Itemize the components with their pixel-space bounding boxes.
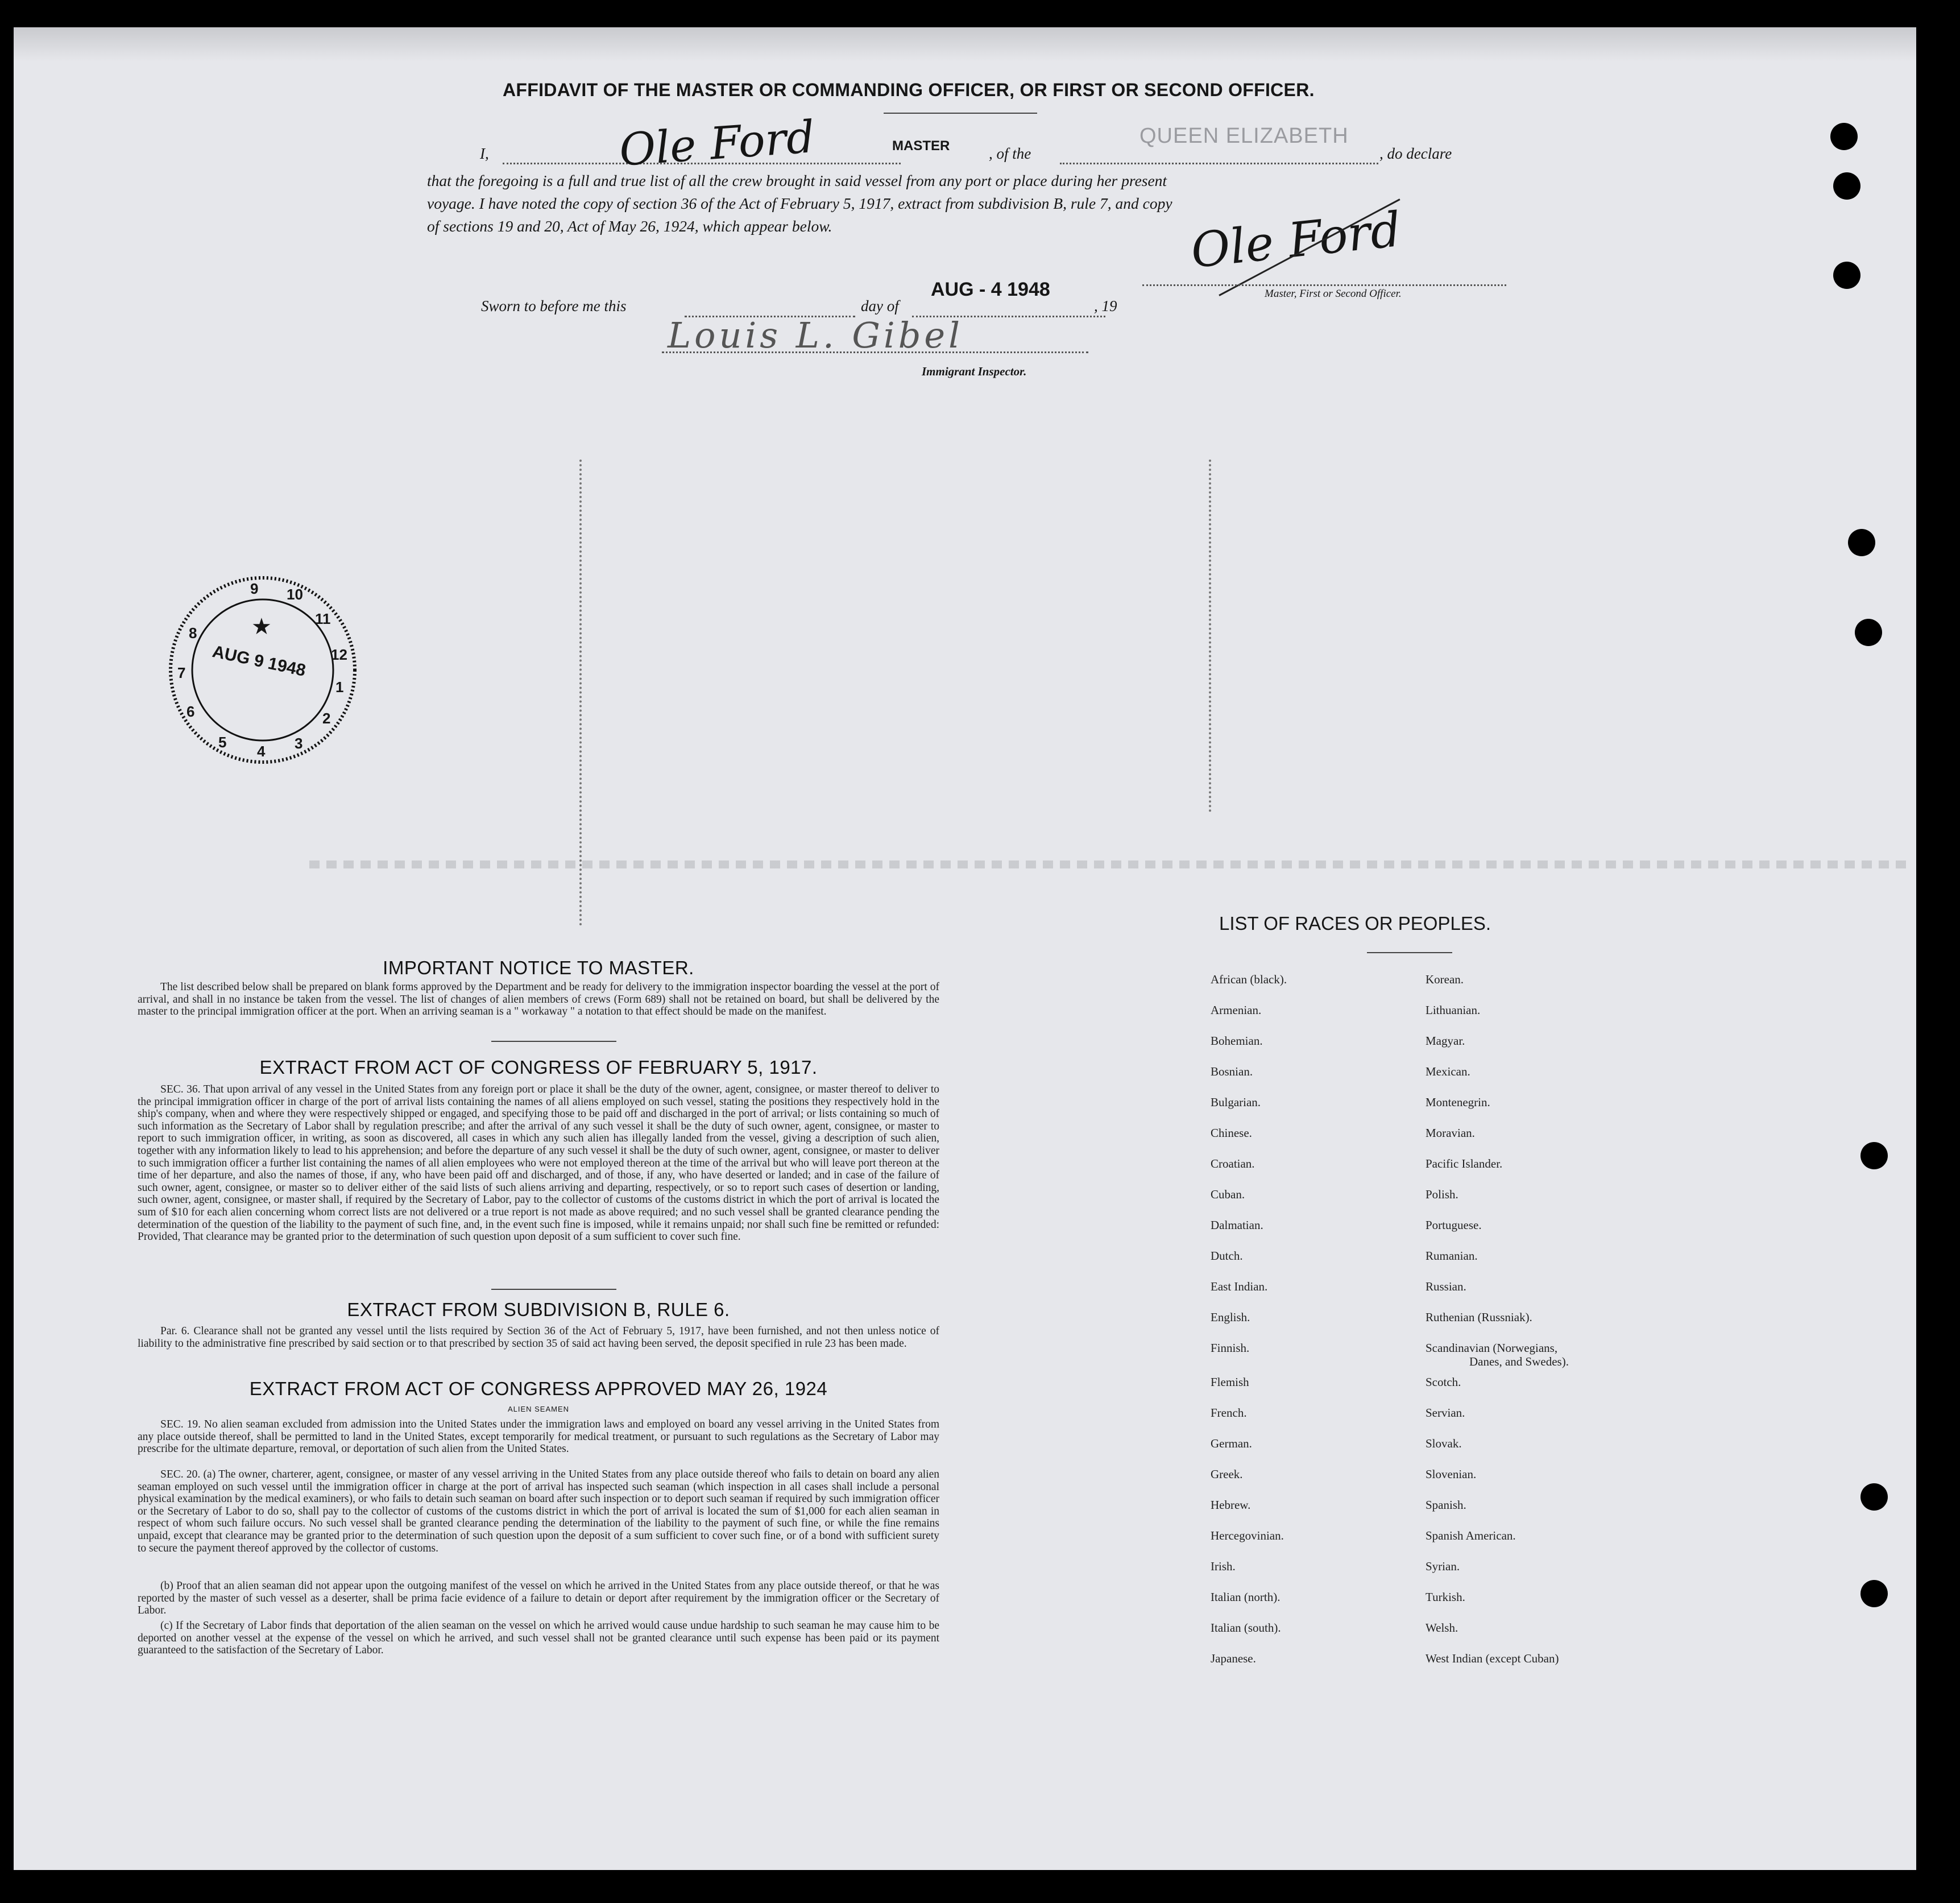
extract-1924-subtitle: ALIEN SEAMEN — [507, 1405, 570, 1413]
stamp-number: 1 — [335, 679, 344, 696]
stamp-number: 12 — [331, 646, 347, 663]
stamp-number: 9 — [250, 580, 259, 597]
race-item: Pacific Islander. — [1426, 1157, 1503, 1170]
race-item: African (black). — [1211, 973, 1287, 986]
day-of-label: day of — [861, 297, 899, 315]
race-item: Russian. — [1426, 1280, 1466, 1293]
race-item: Hercegovinian. — [1211, 1529, 1284, 1542]
star-icon: ★ — [251, 614, 272, 639]
race-item: West Indian (except Cuban) — [1426, 1652, 1559, 1665]
inspector-line — [662, 351, 1088, 353]
race-item: Armenian. — [1211, 1003, 1262, 1017]
extract-1924-title: EXTRACT FROM ACT OF CONGRESS APPROVED MAY 26, 1924 — [249, 1378, 828, 1399]
extract-1924-sec19: SEC. 19. No alien seaman excluded from admission into the United States under the immigration laws and employed on board any vessel arriving in the United States from any place outside thereof, shall be permitted to land in the United States, except temporarily for medical treatment, or pursuant to such regulations as the Secretary of Labor may prescribe for the ultimate departure, removal, or deportation of such alien from the United States. — [138, 1418, 939, 1455]
extract-1917-rule — [491, 1289, 616, 1290]
race-item: Spanish American. — [1426, 1529, 1516, 1542]
extract-1924-sec20a: SEC. 20. (a) The owner, charterer, agent, consignee, or master of any vessel arriving in the United States from any place outside thereof who fails to detain on board any alien seaman employed on such vessel until the immigration officer in charge at the port of arrival has inspected such seaman (which inspection in all cases shall include a personal physical examination by the medical examiners), or who fails to detain such seaman on board after such inspection or to deport such seaman if required by such immigration officer or the Secretary of Labor to do so, shall pay to the collector of customs of the customs district in which the port of arrival is located the sum of $1,000 for each alien seaman in respect of whom such failure occurs. No such vessel shall be granted clearance pending the determination of the liability to the payment of such fine, or while the fine remains unpaid, except that clearance may be granted prior to the determination of such question upon the deposit of a sum sufficient to cover such fine, or of a bond with sufficient surety to secure the payment thereof approved by the collector of customs. — [138, 1468, 939, 1554]
affidavit-line-4: of sections 19 and 20, Act of May 26, 1924, which appear below. — [427, 217, 832, 235]
race-item: Japanese. — [1211, 1652, 1256, 1665]
race-item: Syrian. — [1426, 1559, 1460, 1573]
column-marks — [1209, 460, 1215, 812]
race-item: Italian (south). — [1211, 1621, 1281, 1635]
stamp-date: AUG 9 1948 — [210, 642, 308, 680]
inspector-signature: Louis L. Gibel — [668, 315, 963, 356]
race-item: Korean. — [1426, 973, 1464, 986]
punch-hole — [1860, 1142, 1888, 1169]
declarant-prefix: I, — [480, 145, 489, 162]
race-item: Italian (north). — [1211, 1590, 1281, 1604]
signature-line — [1142, 284, 1506, 286]
extract-1917-title: EXTRACT FROM ACT OF CONGRESS OF FEBRUARY 5, 1917. — [259, 1057, 818, 1078]
extract-1917-text: SEC. 36. That upon arrival of any vessel in the United States from any foreign port or place it shall be the duty of the owner, agent, consignee, or master thereof to deliver to the principal immigration officer in charge of the port of arrival lists containing the names of all aliens employed on such vessel, stating the positions they respectively hold in the ship's company, when and where they were respectively shipped or engaged, and specifying those to be paid off and discharged in the port of arrival; or lists containing so much of such information as the Secretary of Labor shall by regulation prescribe; and after the arrival of any such vessel it shall be the duty of such owner, agent, consignee, or master to report to such immigration officer, in writing, as soon as discovered, all cases in which any such alien has illegally landed from the vessel, giving a description of such alien, together with any information likely to lead to his apprehension; and before the departure of any such vessel it shall be the duty of such owner, agent, consignee, or master to deliver to such immigration officer a further list containing the names of all alien employees who were not employed thereon at the time of the arrival but who will leave port thereon at the time of her departure, and also the names of those, if any, who have been paid off and discharged, and of those, if any, who have deserted or landed; and in case of the failure of such owner, agent, consignee, or master so to deliver either of the said lists of such aliens arriving and departing, respectively, or so to report such cases of desertion or landing, such owner, agent, consignee, or master shall, if required by the Secretary of Labor, pay to the collector of customs of the customs district in which the port of arrival is located the sum of $10 for each alien concerning whom correct lists are not delivered or a true report is not made as above required; and no such vessel shall be granted clearance pending the determination of the question of the liability to the payment of such fine, and, in the event such fine is imposed, while it remains unpaid; nor shall such fine be remitted or refunded: Provided, That clearance may be granted prior to the determination of such question upon deposit of a sum sufficient to cover such fine. — [138, 1083, 939, 1243]
affidavit-title: AFFIDAVIT OF THE MASTER OR COMMANDING OFFICER, OR FIRST OR SECOND OFFICER. — [503, 80, 1315, 100]
notice-title: IMPORTANT NOTICE TO MASTER. — [383, 957, 694, 978]
extract-1924-sec20c: (c) If the Secretary of Labor finds that deportation of the alien seaman on the vessel on which he arrived would cause undue hardship to such seaman he may cause him to be deported on another vessel at the expense of the vessel on which he arrived, and such vessel shall not be granted clearance until such expense has been paid or its payment guaranteed to the satisfaction of the Secretary of Labor. — [138, 1620, 939, 1657]
punch-hole — [1833, 262, 1860, 289]
race-item: Turkish. — [1426, 1590, 1465, 1604]
race-item: Chinese. — [1211, 1126, 1252, 1140]
stamp-number: 5 — [218, 734, 227, 751]
race-item: Bulgarian. — [1211, 1095, 1261, 1109]
column-marks — [579, 460, 585, 926]
rank-stamp: MASTER — [892, 138, 950, 154]
race-item: Spanish. — [1426, 1498, 1466, 1512]
race-item: Scotch. — [1426, 1375, 1461, 1389]
bleed-through — [309, 861, 1913, 868]
punch-hole — [1855, 619, 1882, 646]
race-item: Slovenian. — [1426, 1467, 1477, 1481]
punch-hole — [1860, 1483, 1888, 1511]
race-item: Portuguese. — [1426, 1218, 1482, 1232]
race-item: Magyar. — [1426, 1034, 1465, 1048]
race-item: Finnish. — [1211, 1341, 1250, 1355]
notice-rule — [491, 1041, 616, 1042]
race-item: Bosnian. — [1211, 1065, 1253, 1078]
race-item: Bohemian. — [1211, 1034, 1263, 1048]
notice-text: The list described below shall be prepared on blank forms approved by the Department and be ready for delivery to the immigration inspector boarding the vessel at the port of arrival, and shall in no instance be taken from the vessel. The list of changes of alien members of crews (Form 689) shall not be retained on board, but shall be delivered by the master to the principal immigration officer at the port. When an arriving seaman is a " workaway " a notation to that effect should be made on the manifest. — [138, 981, 939, 1018]
vessel-name-stamp: QUEEN ELIZABETH — [1139, 124, 1349, 148]
race-item: Montenegrin. — [1426, 1095, 1490, 1109]
stamp-number: 6 — [187, 703, 195, 720]
title-rule — [884, 113, 1037, 114]
rule6-title: EXTRACT FROM SUBDIVISION B, RULE 6. — [347, 1299, 730, 1320]
race-item: Flemish — [1211, 1375, 1249, 1389]
document-page — [14, 27, 1916, 1870]
page-top-edge — [14, 27, 1916, 61]
year-label: , 19 — [1094, 297, 1117, 315]
race-item: French. — [1211, 1406, 1247, 1420]
race-item: East Indian. — [1211, 1280, 1268, 1293]
race-item: Mexican. — [1426, 1065, 1470, 1078]
stamp-number: 3 — [295, 735, 303, 752]
of-the-label: , of the — [989, 145, 1031, 162]
race-item: Lithuanian. — [1426, 1003, 1481, 1017]
punch-hole — [1860, 1580, 1888, 1607]
race-item: Rumanian. — [1426, 1249, 1478, 1263]
races-title: LIST OF RACES OR PEOPLES. — [1219, 913, 1491, 934]
race-item: Danes, and Swedes). — [1469, 1355, 1569, 1368]
race-item: Servian. — [1426, 1406, 1465, 1420]
race-item: Polish. — [1426, 1188, 1458, 1201]
race-item: Moravian. — [1426, 1126, 1475, 1140]
race-item: Hebrew. — [1211, 1498, 1251, 1512]
do-declare-label: , do declare — [1379, 145, 1452, 162]
stamp-number: 11 — [315, 610, 331, 627]
master-name-signature: Ole Ford — [618, 111, 817, 176]
race-item: German. — [1211, 1437, 1252, 1450]
race-item: Welsh. — [1426, 1621, 1458, 1635]
affidavit-line-2: that the foregoing is a full and true list of all the crew brought in said vessel from any port or place during her present — [427, 172, 1167, 189]
affidavit-line-3: voyage. I have noted the copy of section 36 of the Act of February 5, 1917, extract from subdivision B, rule 7, and copy — [427, 195, 1172, 212]
race-item: Croatian. — [1211, 1157, 1255, 1170]
race-item: Dalmatian. — [1211, 1218, 1263, 1232]
stamp-number: 4 — [257, 743, 266, 760]
stamp-number: 8 — [189, 624, 197, 642]
stamp-number: 2 — [322, 710, 331, 727]
stamp-number: 7 — [177, 664, 186, 681]
punch-hole — [1848, 529, 1875, 556]
race-item: Irish. — [1211, 1559, 1236, 1573]
race-item: Greek. — [1211, 1467, 1243, 1481]
master-caption: Master, First or Second Officer. — [1265, 288, 1402, 300]
rule6-text: Par. 6. Clearance shall not be granted any vessel until the lists required by Section 36 of the Act of February 5, 1917, have been furnished, and not then unless notice of liability to the administrative fine prescribed by said section or to that prescribed by section 35 of said act having been served, the deposit specified in rule 23 has been made. — [138, 1325, 939, 1350]
immigration-stamp — [166, 573, 359, 767]
race-item: Dutch. — [1211, 1249, 1243, 1263]
date-stamp: AUG - 4 1948 — [931, 279, 1050, 300]
inspector-caption: Immigrant Inspector. — [922, 365, 1027, 378]
extract-1924-sec20b: (b) Proof that an alien seaman did not appear upon the outgoing manifest of the vessel on which he arrived in the United States from any place outside thereof, or that he was reported by the master of such vessel as a deserter, shall be prima facie evidence of a failure to detain or deport after requirement by the immigration officer or the Secretary of Labor. — [138, 1580, 939, 1617]
race-item: Slovak. — [1426, 1437, 1462, 1450]
race-item: Scandinavian (Norwegians, — [1426, 1341, 1558, 1355]
race-item: Ruthenian (Russniak). — [1426, 1310, 1532, 1324]
punch-hole — [1833, 172, 1860, 200]
punch-hole — [1830, 123, 1858, 150]
master-signature: Ole Ford — [1188, 201, 1404, 279]
sworn-label: Sworn to before me this — [481, 297, 627, 315]
race-item: English. — [1211, 1310, 1250, 1324]
vessel-line — [1060, 163, 1378, 164]
race-item: Cuban. — [1211, 1188, 1245, 1201]
races-rule — [1367, 952, 1452, 953]
stamp-number: 10 — [287, 586, 303, 603]
